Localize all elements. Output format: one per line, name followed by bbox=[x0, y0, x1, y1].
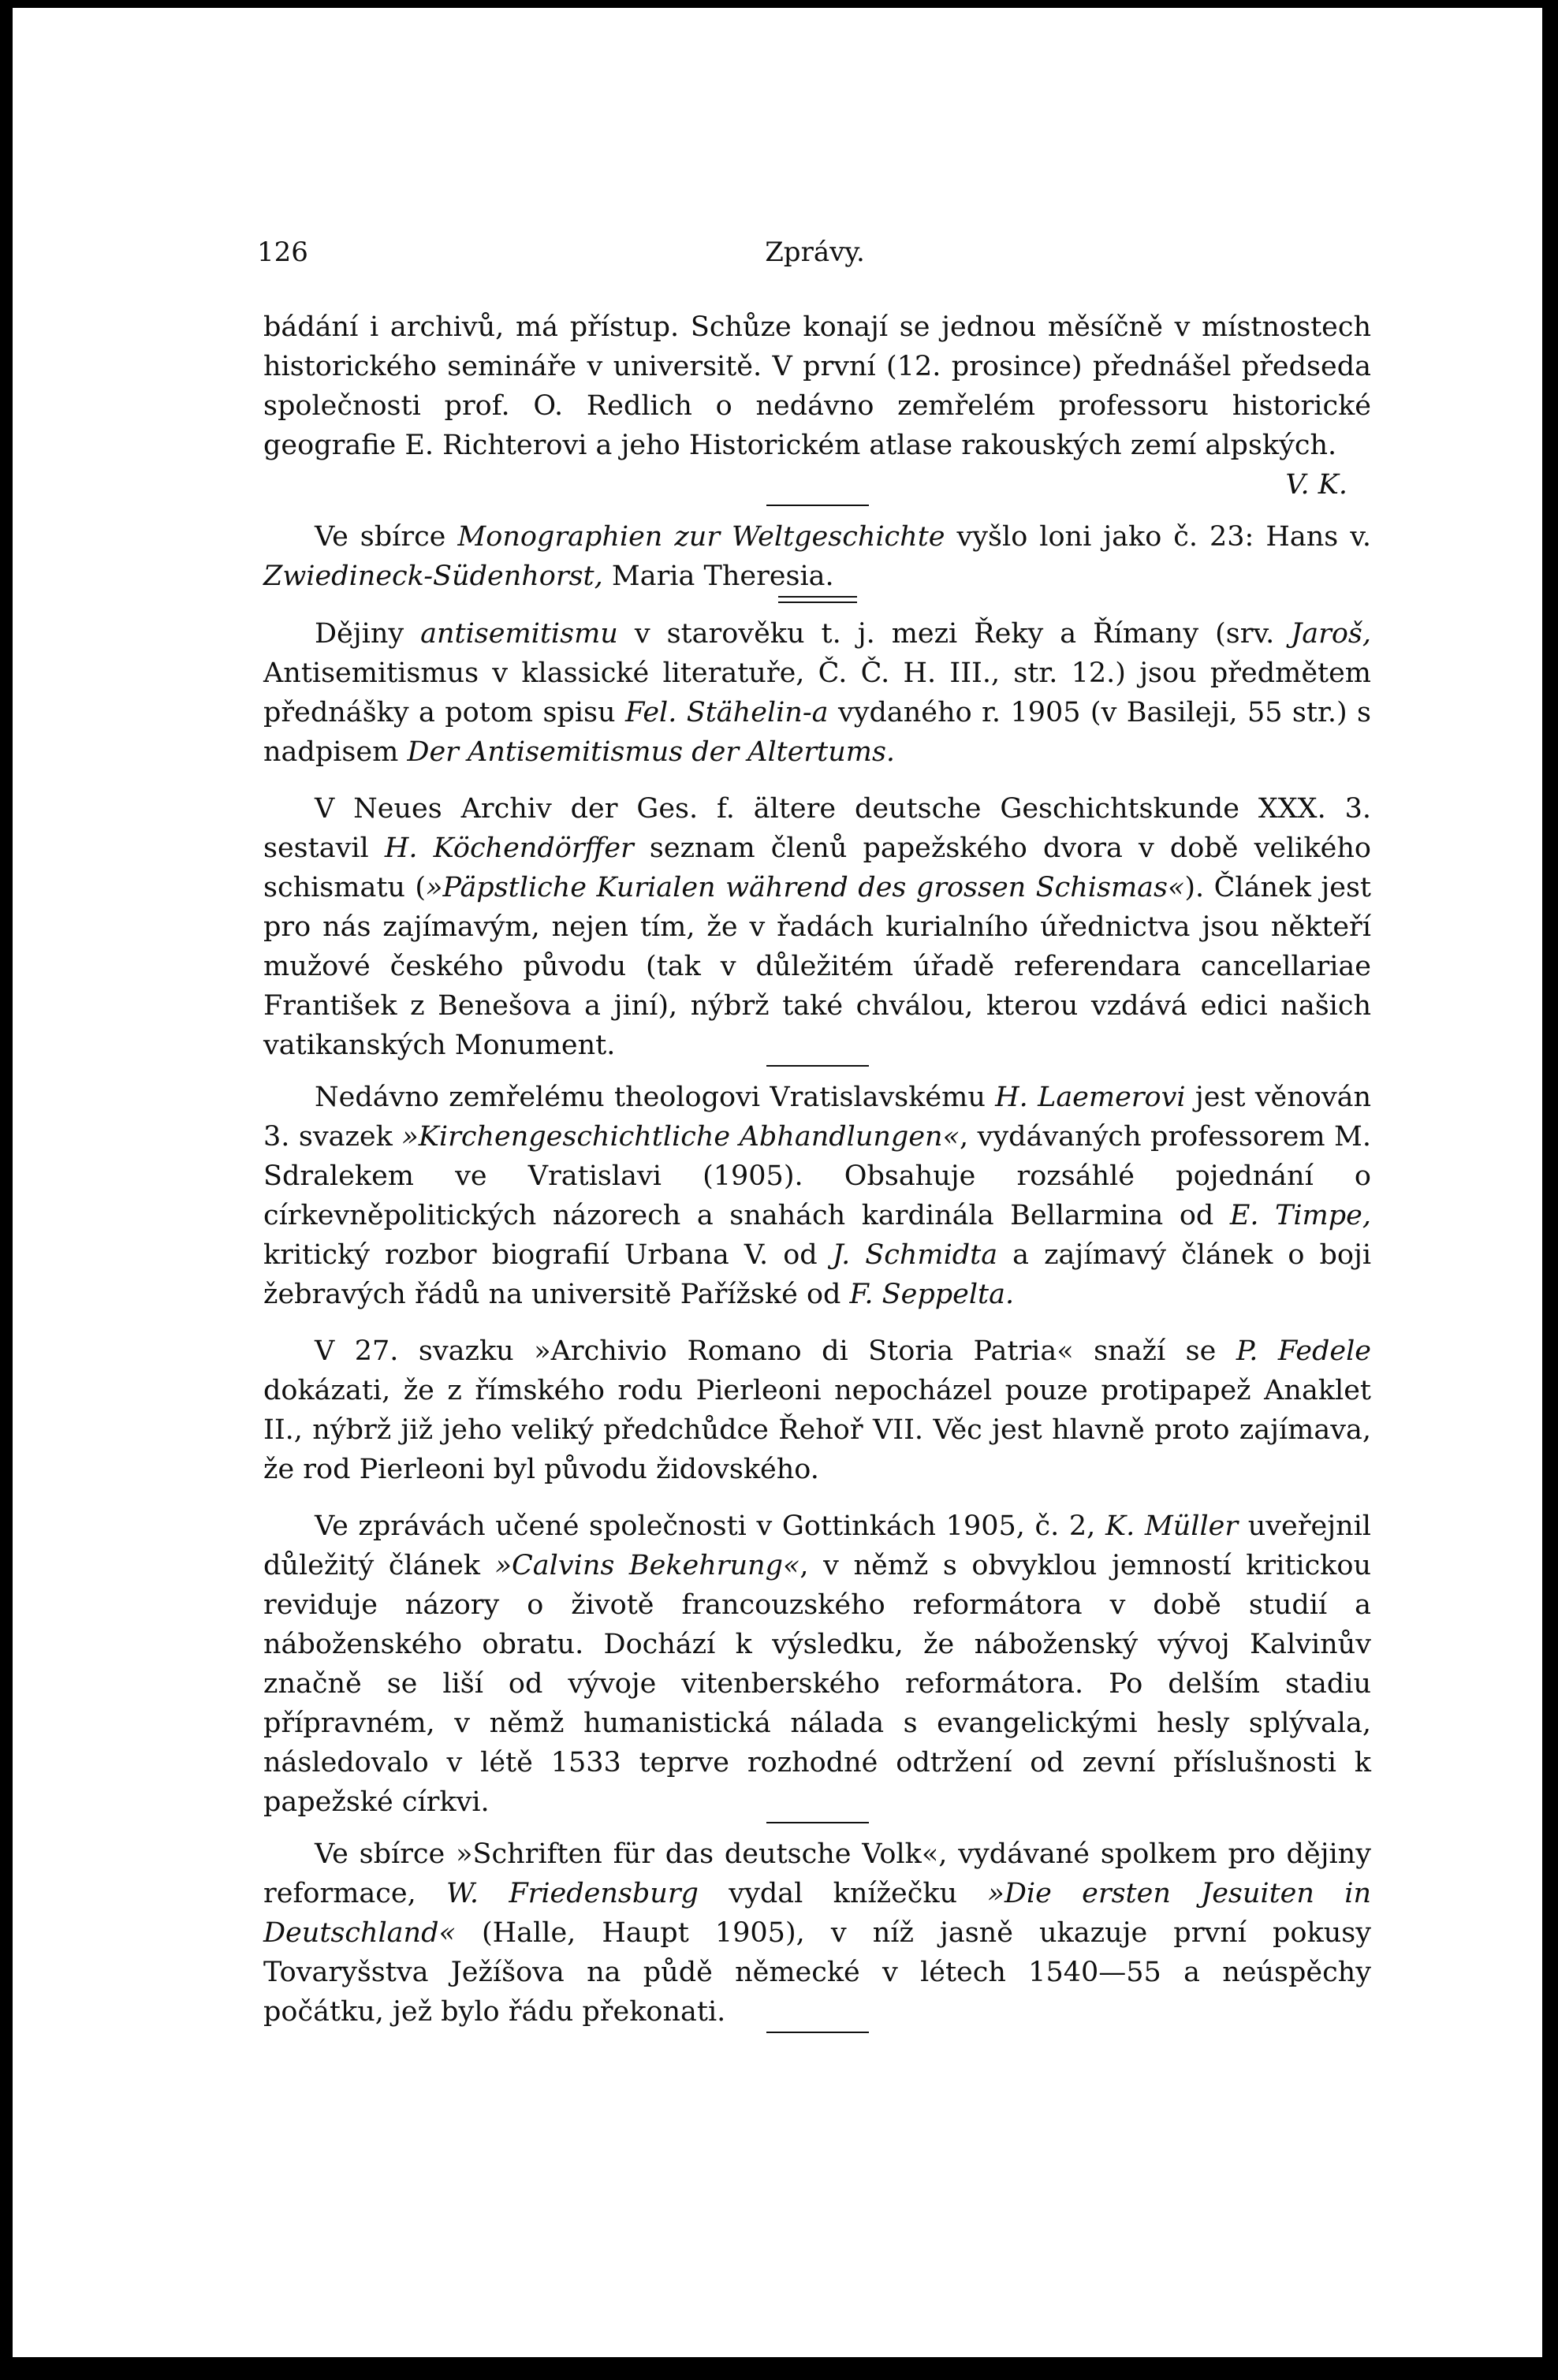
author-signature: V. K. bbox=[1285, 469, 1347, 501]
paragraph-neues-archiv: V Neues Archiv der Ges. f. ältere deutsche Geschichtskunde XXX. 3. sestavil H. Köchendörffer seznam členů papežského dvora v době velikého schismatu (»Päpstliche Kurialen während des grossen Schismas«). Článek jest pro nás zajímavým, nejen tím, že v řadách kurialního úřednictva jsou někteří mužové českého původu (tak v důležitém úřadě referendara cancellariae František z Benešova a jiní), nýbrž také chválou, kterou vzdává edici našich vatikanských Monument. bbox=[263, 793, 1371, 1061]
paragraph-gottinky: Ve zprávách učené společnosti v Gottinkách 1905, č. 2, K. Müller uveřejnil důležitý článek »Calvins Bekehrung«, v němž s obvyklou jemností kritickou reviduje názory o životě francouzského reformátora v době studií a náboženského obratu. Dochází k výsledku, že náboženský vývoj Kalvinův značně se liší od vývoje vitenberského reformátora. Po delším stadiu přípravném, v němž humanistická nálada s evangelickými hesly splývala, následovalo v létě 1533 teprve rozhodné odtržení od zevní příslušnosti k papežské církvi. bbox=[263, 1510, 1372, 1818]
section-rule bbox=[766, 1822, 869, 1823]
article-body bbox=[263, 307, 1371, 2044]
paragraph-laemer: Nedávno zemřelému theologovi Vratislavskému H. Laemerovi jest věnován 3. svazek »Kirchengeschichtliche Abhandlungen«, vydávaných professorem M. Sdralekem ve Vratislavi (1905). Obsahuje rozsáhlé pojednání o církevněpolitických názorech a snahách kardinála Bellarmina od E. Timpe, kritický rozbor biografií Urbana V. od J. Schmidta a zajímavý článek o boji žebravých řádů na universitě Pařížské od F. Seppelta. bbox=[263, 1082, 1372, 1310]
paragraph-friedensburg: Ve sbírce »Schriften für das deutsche Volk«, vydávané spolkem pro dějiny reformace, W. Friedensburg vydal knížečku »Die ersten Jesuiten in Deutschland« (Halle, Haupt 1905), v níž jasně ukazuje první pokusy Tovaryšstva Ježíšova na půdě německé v létech 1540—55 a neúspěchy počátku, jež bylo řádu překonati. bbox=[263, 1838, 1372, 2028]
section-rule bbox=[766, 2032, 869, 2033]
paragraph-antisemitismus: Dějiny antisemitismu v starověku t. j. mezi Řeky a Římany (srv. Jaroš, Antisemitismus v klassické literatuře, Č. Č. H. III., str. 12.) jsou předmětem přednášky a potom spisu Fel. Stähelin-a vydaného r. 1905 (v Basileji, 55 str.) s nadpisem Der Antisemitismus der Altertums. bbox=[263, 618, 1371, 768]
running-title: Zprávy. bbox=[765, 237, 865, 268]
running-header bbox=[257, 237, 1373, 276]
paragraph-continued: bádání i archivů, má přístup. Schůze konají se jednou měsíčně v místnostech historického semináře v universitě. V první (12. prosince) přednášel předseda společnosti prof. O. Redlich o nedávno zemřelém professoru historické geografie E. Richterovi a jeho Historickém atlase rakouských zemí alpských. bbox=[263, 311, 1371, 461]
paragraph-archivio-romano: V 27. svazku »Archivio Romano di Storia Patria« snaží se P. Fedele dokázati, že z římského rodu Pierleoni nepocházel pouze protipapež Anaklet II., nýbrž již jeho veliký předchůdce Řehoř VII. Věc jest hlavně proto zajímava, že rod Pierleoni byl původu židovského. bbox=[263, 1335, 1371, 1485]
paragraph-monographien: Ve sbírce Monographien zur Weltgeschichte vyšlo loni jako č. 23: Hans v. Zwiedineck-Südenhorst, Maria Theresia. bbox=[263, 521, 1371, 592]
page-number: 126 bbox=[257, 237, 308, 268]
section-double-rule bbox=[778, 596, 857, 603]
section-rule bbox=[766, 505, 869, 506]
page-sheet bbox=[13, 8, 1542, 2357]
section-rule bbox=[766, 1065, 869, 1067]
